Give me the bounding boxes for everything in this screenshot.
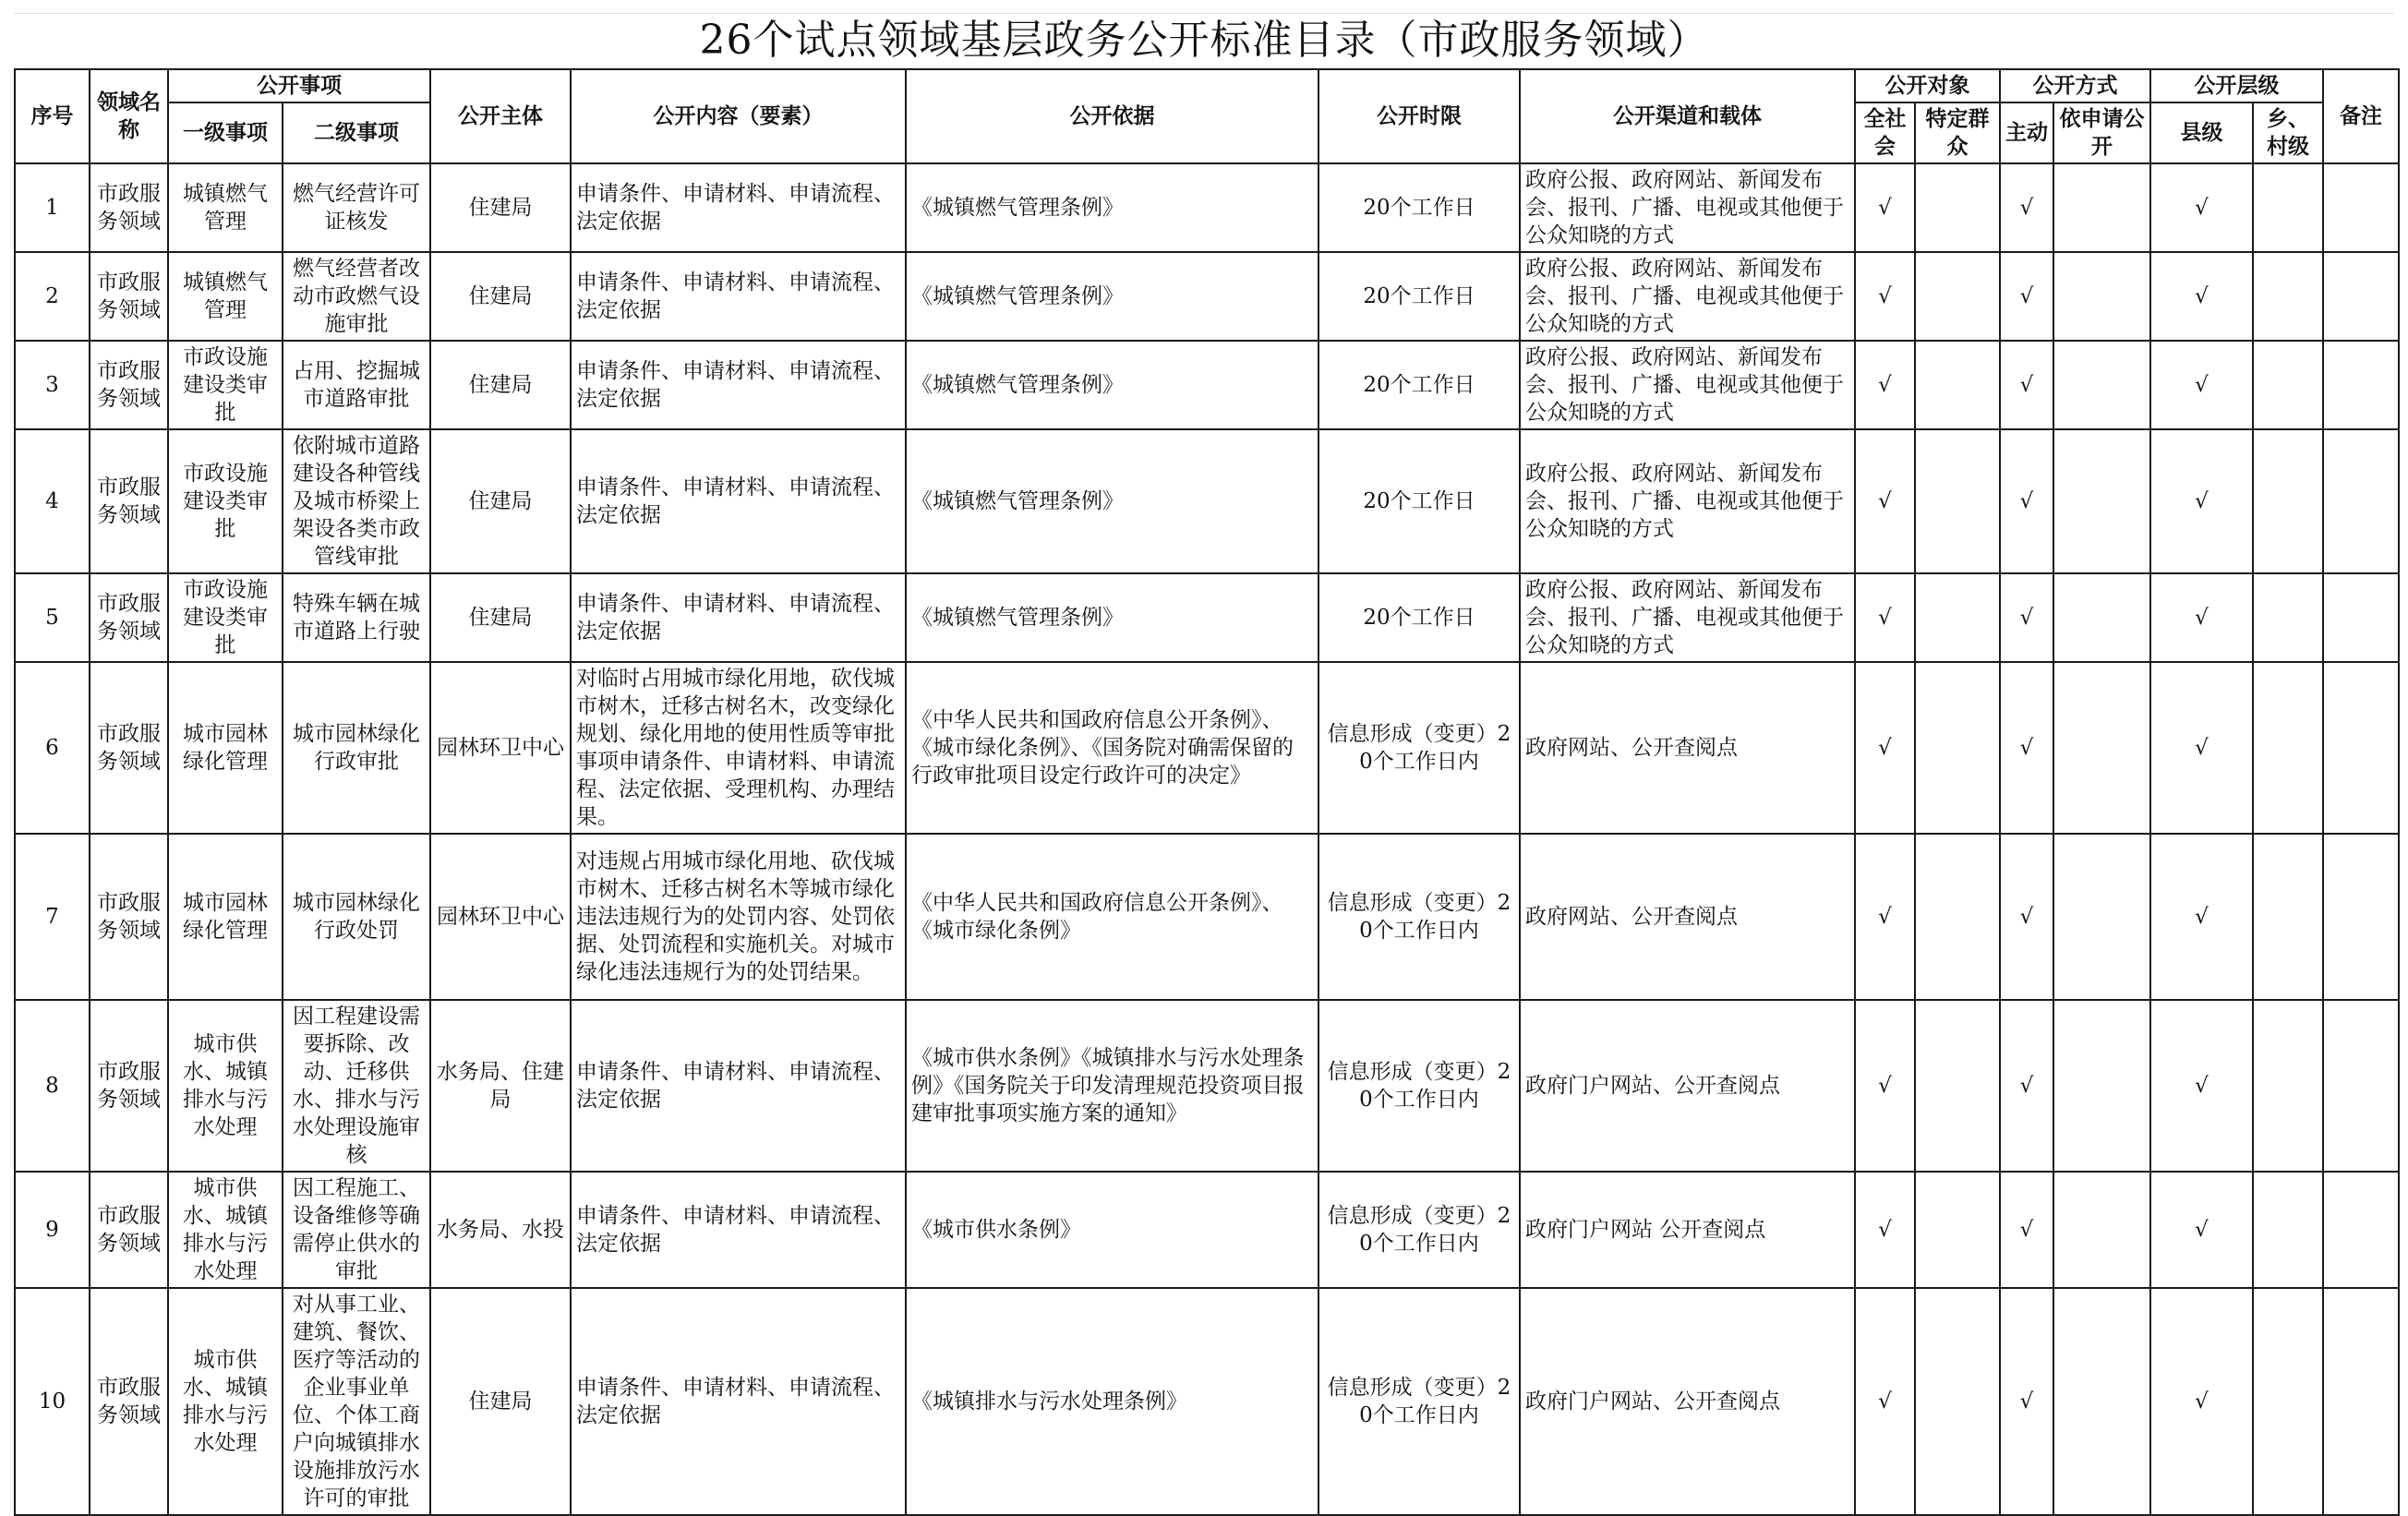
- header-level2: 二级事项: [283, 102, 430, 163]
- cell-remark: [2323, 573, 2399, 662]
- cell-tier-county: √: [2150, 341, 2253, 429]
- cell-channel: 政府公报、政府网站、新闻发布会、报刊、广播、电视或其他便于公众知晓的方式: [1520, 341, 1855, 429]
- cell-target-specific: [1915, 252, 2000, 341]
- header-target-specific: 特定群众: [1915, 102, 2000, 163]
- cell-domain: 市政服务领域: [90, 341, 168, 429]
- cell-channel: 政府门户网站、公开查阅点: [1520, 1288, 1855, 1515]
- cell-subject: 住建局: [430, 341, 571, 429]
- cell-method-apply: [2053, 1288, 2150, 1515]
- cell-target-all: √: [1855, 834, 1915, 1000]
- cell-method-apply: [2053, 662, 2150, 834]
- cell-method-apply: [2053, 429, 2150, 573]
- cell-target-all: √: [1855, 429, 1915, 573]
- header-tier-town: 乡、村级: [2253, 102, 2323, 163]
- cell-subject: 园林环卫中心: [430, 834, 571, 1000]
- cell-level2: 燃气经营许可证核发: [283, 163, 430, 252]
- header-subject: 公开主体: [430, 69, 571, 163]
- cell-level2: 对从事工业、建筑、餐饮、医疗等活动的企业事业单位、个体工商户向城镇排水设施排放污水许可的审批: [283, 1288, 430, 1515]
- top-rule: [14, 13, 2394, 14]
- cell-target-specific: [1915, 1000, 2000, 1172]
- cell-time: 20个工作日: [1318, 429, 1520, 573]
- cell-method-active: √: [2000, 834, 2053, 1000]
- header-seq: 序号: [15, 69, 90, 163]
- catalog-table: [14, 68, 2400, 1516]
- cell-seq: 10: [15, 1288, 90, 1515]
- cell-content: 申请条件、申请材料、申请流程、法定依据: [571, 1288, 906, 1515]
- cell-method-apply: [2053, 252, 2150, 341]
- cell-tier-county: √: [2150, 662, 2253, 834]
- cell-method-active: √: [2000, 1288, 2053, 1515]
- cell-content: 申请条件、申请材料、申请流程、法定依据: [571, 252, 906, 341]
- cell-basis: 《中华人民共和国政府信息公开条例》、《城市绿化条例》: [906, 834, 1318, 1000]
- cell-seq: 4: [15, 429, 90, 573]
- cell-tier-town: [2253, 1172, 2323, 1288]
- cell-tier-town: [2253, 662, 2323, 834]
- cell-basis: 《中华人民共和国政府信息公开条例》、《城市绿化条例》、《国务院对确需保留的行政审批项目设定行政许可的决定》: [906, 662, 1318, 834]
- cell-time: 20个工作日: [1318, 252, 1520, 341]
- cell-tier-town: [2253, 252, 2323, 341]
- cell-content: 申请条件、申请材料、申请流程、法定依据: [571, 573, 906, 662]
- cell-channel: 政府门户网站 公开查阅点: [1520, 1172, 1855, 1288]
- cell-method-apply: [2053, 1000, 2150, 1172]
- cell-basis: 《城镇燃气管理条例》: [906, 573, 1318, 662]
- cell-method-apply: [2053, 573, 2150, 662]
- cell-time: 20个工作日: [1318, 163, 1520, 252]
- cell-basis: 《城市供水条例》《城镇排水与污水处理条例》《国务院关于印发清理规范投资项目报建审批事项实施方案的通知》: [906, 1000, 1318, 1172]
- header-level1: 一级事项: [168, 102, 283, 163]
- cell-subject: 住建局: [430, 163, 571, 252]
- cell-level2: 特殊车辆在城市道路上行驶: [283, 573, 430, 662]
- cell-seq: 5: [15, 573, 90, 662]
- cell-content: 申请条件、申请材料、申请流程、法定依据: [571, 341, 906, 429]
- cell-domain: 市政服务领域: [90, 1288, 168, 1515]
- header-remark: 备注: [2323, 69, 2399, 163]
- cell-level1: 城镇燃气管理: [168, 252, 283, 341]
- table-row: [15, 1288, 2399, 1515]
- cell-channel: 政府公报、政府网站、新闻发布会、报刊、广播、电视或其他便于公众知晓的方式: [1520, 573, 1855, 662]
- cell-remark: [2323, 341, 2399, 429]
- header-tier: 公开层级: [2150, 69, 2323, 102]
- header-channel: 公开渠道和载体: [1520, 69, 1855, 163]
- cell-remark: [2323, 252, 2399, 341]
- cell-tier-county: √: [2150, 429, 2253, 573]
- header-tier-county: 县级: [2150, 102, 2253, 163]
- header-target-all: 全社会: [1855, 102, 1915, 163]
- page-title: 26个试点领域基层政务公开标准目录（市政服务领域）: [699, 17, 1709, 64]
- cell-content: 对临时占用城市绿化用地，砍伐城市树木，迁移古树名木，改变绿化规划、绿化用地的使用性质等审批事项申请条件、申请材料、申请流程、法定依据、受理机构、办理结果。: [571, 662, 906, 834]
- header-domain: 领域名称: [90, 69, 168, 163]
- cell-remark: [2323, 662, 2399, 834]
- cell-domain: 市政服务领域: [90, 429, 168, 573]
- cell-subject: 水务局、水投: [430, 1172, 571, 1288]
- cell-level2: 因工程施工、设备维修等确需停止供水的审批: [283, 1172, 430, 1288]
- cell-subject: 水务局、住建局: [430, 1000, 571, 1172]
- cell-domain: 市政服务领域: [90, 252, 168, 341]
- header-method-apply: 依申请公开: [2053, 102, 2150, 163]
- cell-domain: 市政服务领域: [90, 1000, 168, 1172]
- cell-tier-town: [2253, 341, 2323, 429]
- cell-tier-county: √: [2150, 573, 2253, 662]
- cell-channel: 政府网站、公开查阅点: [1520, 662, 1855, 834]
- cell-method-active: √: [2000, 573, 2053, 662]
- cell-subject: 住建局: [430, 573, 571, 662]
- cell-level1: 城市园林绿化管理: [168, 834, 283, 1000]
- cell-time: 信息形成（变更）20个工作日内: [1318, 1000, 1520, 1172]
- cell-method-apply: [2053, 834, 2150, 1000]
- cell-target-specific: [1915, 341, 2000, 429]
- header-content: 公开内容（要素）: [571, 69, 906, 163]
- cell-seq: 7: [15, 834, 90, 1000]
- cell-seq: 9: [15, 1172, 90, 1288]
- cell-remark: [2323, 429, 2399, 573]
- header-matters: 公开事项: [168, 69, 430, 102]
- cell-seq: 2: [15, 252, 90, 341]
- table-row: [15, 573, 2399, 662]
- cell-tier-town: [2253, 163, 2323, 252]
- cell-level1: 市政设施建设类审批: [168, 429, 283, 573]
- cell-basis: 《城镇燃气管理条例》: [906, 252, 1318, 341]
- cell-channel: 政府网站、公开查阅点: [1520, 834, 1855, 1000]
- cell-content: 申请条件、申请材料、申请流程、法定依据: [571, 1172, 906, 1288]
- table-row: [15, 163, 2399, 252]
- cell-domain: 市政服务领域: [90, 834, 168, 1000]
- cell-tier-town: [2253, 834, 2323, 1000]
- cell-tier-county: √: [2150, 163, 2253, 252]
- cell-channel: 政府门户网站、公开查阅点: [1520, 1000, 1855, 1172]
- cell-tier-county: √: [2150, 252, 2253, 341]
- cell-target-specific: [1915, 1172, 2000, 1288]
- cell-tier-town: [2253, 573, 2323, 662]
- cell-target-all: √: [1855, 252, 1915, 341]
- cell-level2: 城市园林绿化行政审批: [283, 662, 430, 834]
- cell-method-active: √: [2000, 1000, 2053, 1172]
- cell-time: 信息形成（变更）20个工作日内: [1318, 1288, 1520, 1515]
- cell-content: 对违规占用城市绿化用地、砍伐城市树木、迁移古树名木等城市绿化违法违规行为的处罚内容、处罚依据、处罚流程和实施机关。对城市绿化违法违规行为的处罚结果。: [571, 834, 906, 1000]
- table-row: [15, 1172, 2399, 1288]
- cell-level1: 市政设施建设类审批: [168, 341, 283, 429]
- cell-target-all: √: [1855, 573, 1915, 662]
- table-row: [15, 252, 2399, 341]
- cell-level2: 依附城市道路建设各种管线及城市桥梁上架设各类市政管线审批: [283, 429, 430, 573]
- cell-domain: 市政服务领域: [90, 662, 168, 834]
- cell-subject: 住建局: [430, 1288, 571, 1515]
- header-target: 公开对象: [1855, 69, 2000, 102]
- cell-target-all: √: [1855, 662, 1915, 834]
- cell-target-specific: [1915, 429, 2000, 573]
- cell-tier-town: [2253, 429, 2323, 573]
- cell-tier-county: √: [2150, 834, 2253, 1000]
- cell-method-active: √: [2000, 163, 2053, 252]
- cell-tier-town: [2253, 1288, 2323, 1515]
- cell-method-apply: [2053, 341, 2150, 429]
- cell-seq: 6: [15, 662, 90, 834]
- cell-remark: [2323, 834, 2399, 1000]
- cell-domain: 市政服务领域: [90, 573, 168, 662]
- cell-time: 20个工作日: [1318, 341, 1520, 429]
- cell-time: 20个工作日: [1318, 573, 1520, 662]
- cell-tier-county: √: [2150, 1172, 2253, 1288]
- cell-method-active: √: [2000, 341, 2053, 429]
- cell-content: 申请条件、申请材料、申请流程、法定依据: [571, 1000, 906, 1172]
- cell-level1: 城市供水、城镇排水与污水处理: [168, 1288, 283, 1515]
- cell-level2: 城市园林绿化行政处罚: [283, 834, 430, 1000]
- cell-seq: 8: [15, 1000, 90, 1172]
- header-method: 公开方式: [2000, 69, 2150, 102]
- table-row: [15, 662, 2399, 834]
- cell-target-all: √: [1855, 1288, 1915, 1515]
- cell-basis: 《城镇燃气管理条例》: [906, 429, 1318, 573]
- table-row: [15, 834, 2399, 1000]
- table-row: [15, 341, 2399, 429]
- cell-remark: [2323, 163, 2399, 252]
- cell-level1: 城市园林绿化管理: [168, 662, 283, 834]
- header-time: 公开时限: [1318, 69, 1520, 163]
- cell-level1: 城镇燃气管理: [168, 163, 283, 252]
- cell-channel: 政府公报、政府网站、新闻发布会、报刊、广播、电视或其他便于公众知晓的方式: [1520, 252, 1855, 341]
- cell-tier-county: √: [2150, 1000, 2253, 1172]
- table-row: [15, 1000, 2399, 1172]
- cell-remark: [2323, 1000, 2399, 1172]
- cell-level1: 市政设施建设类审批: [168, 573, 283, 662]
- cell-basis: 《城镇燃气管理条例》: [906, 163, 1318, 252]
- cell-basis: 《城市供水条例》: [906, 1172, 1318, 1288]
- table-row: [15, 429, 2399, 573]
- cell-target-specific: [1915, 573, 2000, 662]
- cell-domain: 市政服务领域: [90, 1172, 168, 1288]
- cell-content: 申请条件、申请材料、申请流程、法定依据: [571, 429, 906, 573]
- cell-target-all: √: [1855, 163, 1915, 252]
- cell-time: 信息形成（变更）20个工作日内: [1318, 834, 1520, 1000]
- cell-method-active: √: [2000, 662, 2053, 834]
- cell-tier-county: √: [2150, 1288, 2253, 1515]
- cell-method-apply: [2053, 1172, 2150, 1288]
- cell-seq: 1: [15, 163, 90, 252]
- cell-level1: 城市供水、城镇排水与污水处理: [168, 1000, 283, 1172]
- cell-method-active: √: [2000, 1172, 2053, 1288]
- cell-basis: 《城镇燃气管理条例》: [906, 341, 1318, 429]
- cell-seq: 3: [15, 341, 90, 429]
- cell-target-specific: [1915, 1288, 2000, 1515]
- cell-method-active: √: [2000, 252, 2053, 341]
- cell-level2: 燃气经营者改动市政燃气设施审批: [283, 252, 430, 341]
- cell-content: 申请条件、申请材料、申请流程、法定依据: [571, 163, 906, 252]
- header-basis: 公开依据: [906, 69, 1318, 163]
- header-method-active: 主动: [2000, 102, 2053, 163]
- cell-subject: 园林环卫中心: [430, 662, 571, 834]
- cell-level2: 因工程建设需要拆除、改动、迁移供水、排水与污水处理设施审核: [283, 1000, 430, 1172]
- cell-method-apply: [2053, 163, 2150, 252]
- cell-time: 信息形成（变更）20个工作日内: [1318, 1172, 1520, 1288]
- cell-subject: 住建局: [430, 429, 571, 573]
- cell-tier-town: [2253, 1000, 2323, 1172]
- cell-channel: 政府公报、政府网站、新闻发布会、报刊、广播、电视或其他便于公众知晓的方式: [1520, 429, 1855, 573]
- cell-target-specific: [1915, 834, 2000, 1000]
- cell-target-all: √: [1855, 1000, 1915, 1172]
- cell-remark: [2323, 1172, 2399, 1288]
- cell-level2: 占用、挖掘城市道路审批: [283, 341, 430, 429]
- cell-target-specific: [1915, 163, 2000, 252]
- cell-subject: 住建局: [430, 252, 571, 341]
- cell-basis: 《城镇排水与污水处理条例》: [906, 1288, 1318, 1515]
- cell-level1: 城市供水、城镇排水与污水处理: [168, 1172, 283, 1288]
- cell-method-active: √: [2000, 429, 2053, 573]
- cell-target-all: √: [1855, 341, 1915, 429]
- cell-channel: 政府公报、政府网站、新闻发布会、报刊、广播、电视或其他便于公众知晓的方式: [1520, 163, 1855, 252]
- cell-target-all: √: [1855, 1172, 1915, 1288]
- cell-domain: 市政服务领域: [90, 163, 168, 252]
- cell-remark: [2323, 1288, 2399, 1515]
- cell-target-specific: [1915, 662, 2000, 834]
- cell-time: 信息形成（变更）20个工作日内: [1318, 662, 1520, 834]
